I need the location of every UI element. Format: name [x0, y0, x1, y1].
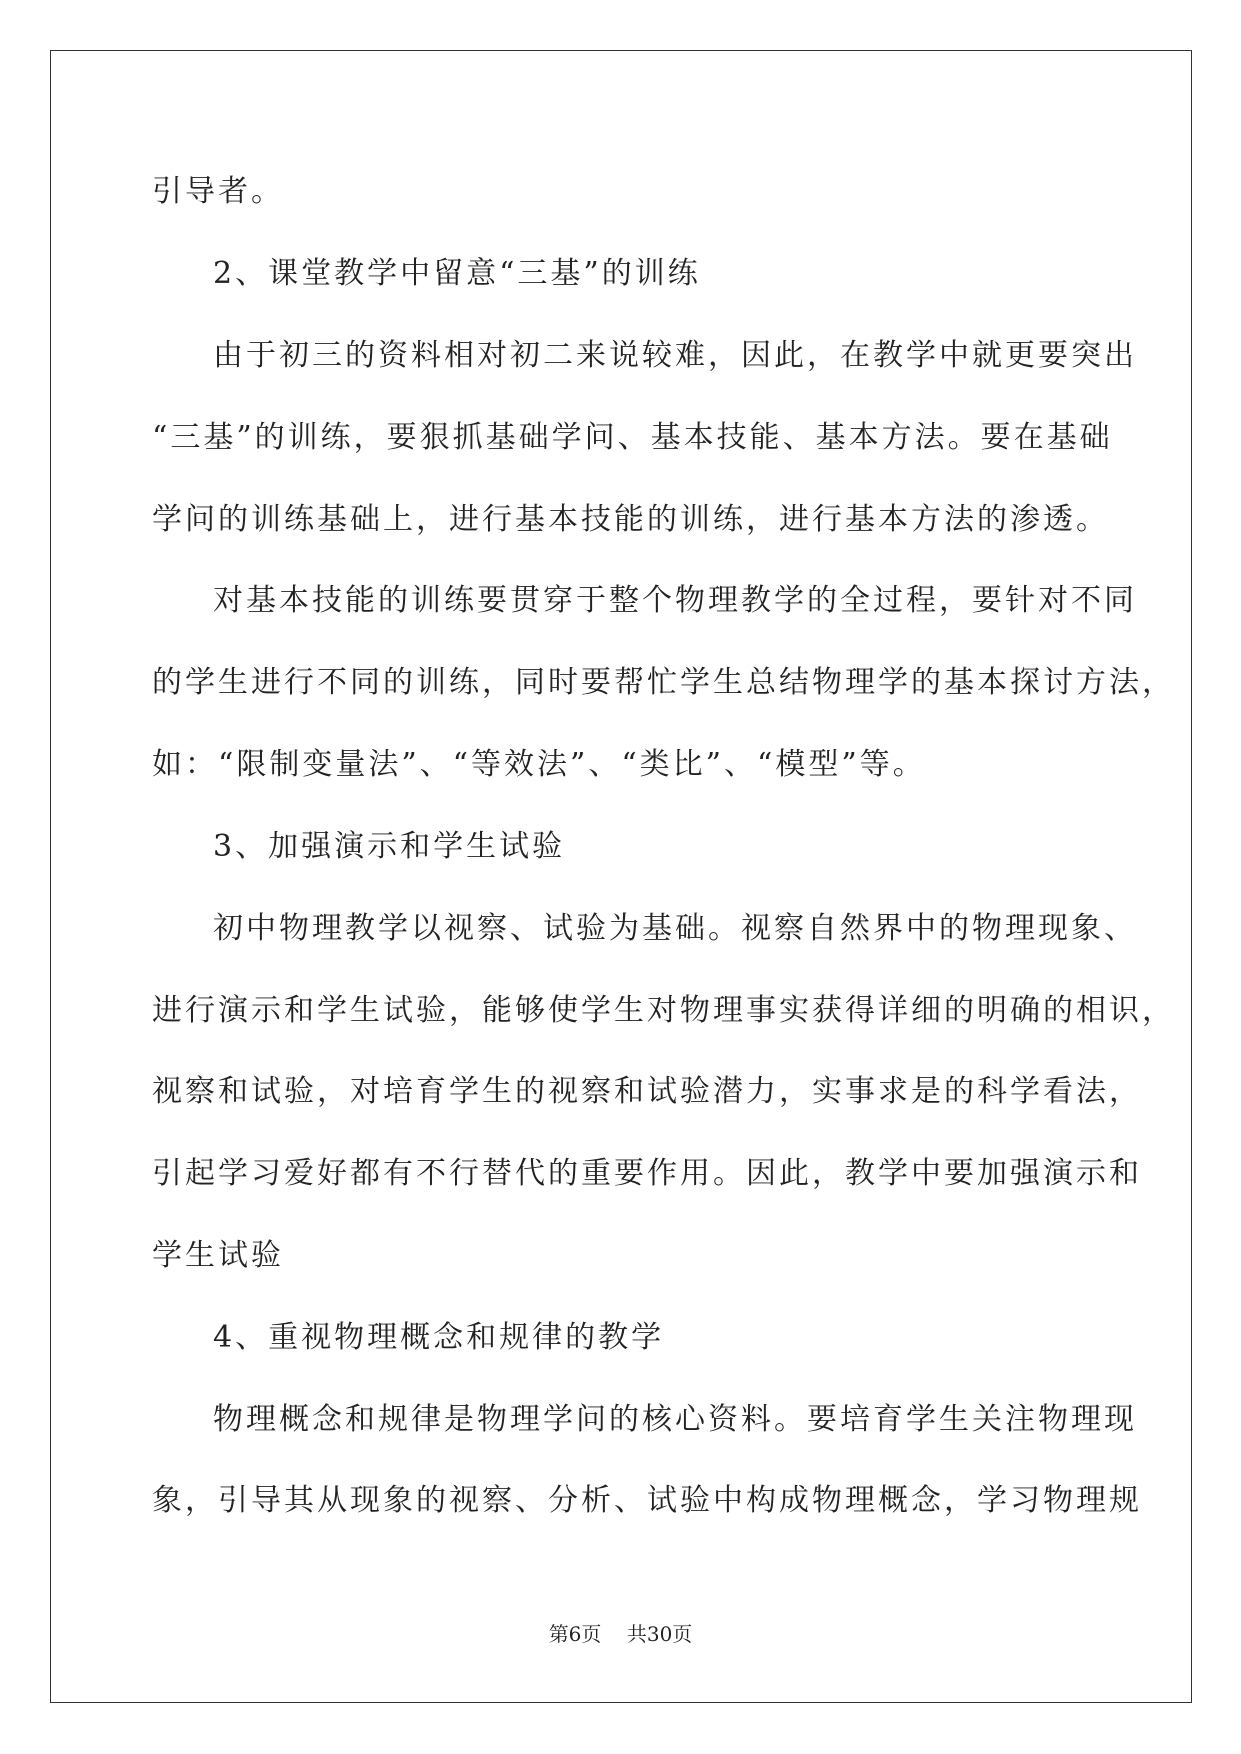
paragraph-line: 象，引导其从现象的视察、分析、试验中构成物理概念，学习物理规: [152, 1483, 1142, 1518]
paragraph-line: 如：“限制变量法”、“等效法”、“类比”、“模型”等。: [152, 747, 926, 782]
paragraph-line: 物理概念和规律是物理学问的核心资料。要培育学生关注物理现: [213, 1402, 1137, 1437]
paragraph-line: 初中物理教学以视察、试验为基础。视察自然界中的物理现象、: [213, 911, 1137, 946]
section-heading-4: 4、重视物理概念和规律的教学: [213, 1320, 665, 1355]
paragraph-line: 引起学习爱好都有不行替代的重要作用。因此，教学中要加强演示和: [152, 1156, 1142, 1191]
page-border: [50, 50, 1192, 1703]
paragraph-line: 对基本技能的训练要贯穿于整个物理教学的全过程，要针对不同: [213, 583, 1137, 618]
paragraph-line: 学问的训练基础上，进行基本技能的训练，进行基本方法的渗透。: [152, 502, 1109, 537]
section-heading-3: 3、加强演示和学生试验: [213, 829, 566, 864]
section-heading-2: 2、课堂教学中留意“三基”的训练: [213, 256, 701, 291]
body-text-line: 引导者。: [152, 174, 284, 209]
paragraph-line: 进行演示和学生试验，能够使学生对物理事实获得详细的明确的相识，: [152, 993, 1175, 1028]
paragraph-line: 学生试验: [152, 1238, 284, 1273]
paragraph-line: 的学生进行不同的训练，同时要帮忙学生总结物理学的基本探讨方法，: [152, 665, 1175, 700]
paragraph-line: 视察和试验，对培育学生的视察和试验潜力，实事求是的科学看法，: [152, 1074, 1142, 1109]
paragraph-line: “三基”的训练，要狠抓基础学问、基本技能、基本方法。要在基础: [152, 420, 1113, 455]
page-footer: 第6页 共30页: [548, 1622, 693, 1646]
paragraph-line: 由于初三的资料相对初二来说较难，因此，在教学中就更要突出: [213, 338, 1137, 373]
